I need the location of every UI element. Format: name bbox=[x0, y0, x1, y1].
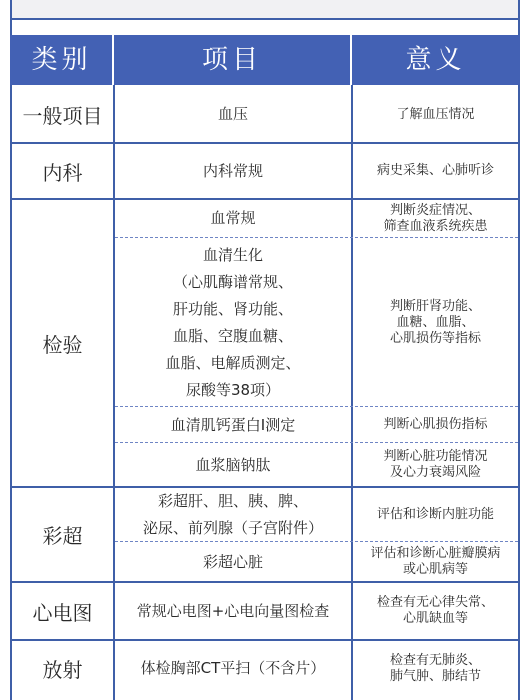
meaning-ecg bbox=[353, 583, 518, 639]
meaning-line: 检查有无心律失常、 bbox=[376, 595, 494, 610]
category-lab: 检验 bbox=[42, 332, 83, 357]
item-chest-ct: 体检胸部CT平扫（不含片） bbox=[140, 659, 326, 677]
sub-row-divider bbox=[115, 237, 518, 238]
item-internal-routine: 内科常规 bbox=[202, 161, 263, 180]
meaning-bnp bbox=[353, 444, 518, 486]
meaning-line: 肺气肿、肺结节 bbox=[389, 668, 481, 684]
item-heart-ultrasound: 彩超心脏 bbox=[202, 552, 263, 571]
item-blood-pressure: 血压 bbox=[217, 105, 248, 123]
meaning-line: 血糖、血脂、 bbox=[396, 314, 475, 330]
meaning-line: 或心肌病等 bbox=[402, 562, 468, 577]
category-general: 一般项目 bbox=[22, 104, 103, 128]
item-blood-routine: 血常规 bbox=[210, 209, 256, 227]
item-line: 彩超肝、胆、胰、脾、 bbox=[157, 491, 308, 510]
header-category: 类别 bbox=[31, 45, 92, 75]
meaning-line: 及心力衰竭风险 bbox=[389, 465, 481, 480]
meaning-troponin: 判断心肌损伤指标 bbox=[383, 417, 488, 432]
header-meaning: 意义 bbox=[405, 45, 466, 75]
item-line: 血脂、电解质测定、 bbox=[165, 353, 301, 372]
item-line: 肝功能、肾功能、 bbox=[172, 299, 293, 318]
meaning-blood-pressure: 了解血压情况 bbox=[396, 106, 475, 122]
meaning-line: 判断心脏功能情况 bbox=[383, 449, 488, 464]
item-serum-biochem bbox=[115, 239, 351, 406]
category-ultrasound: 彩超 bbox=[42, 524, 83, 548]
meaning-line: 判断肝肾功能、 bbox=[389, 298, 481, 314]
meaning-line: 筛查血液系统疾患 bbox=[383, 218, 488, 234]
header-divider bbox=[112, 35, 114, 85]
item-troponin: 血清肌钙蛋白I测定 bbox=[170, 415, 296, 434]
meaning-line: 评估和诊断心脏瓣膜病 bbox=[370, 546, 501, 561]
item-abdomen-ultrasound bbox=[115, 488, 351, 541]
meaning-chest-ct bbox=[353, 641, 518, 696]
meaning-line: 判断炎症情况、 bbox=[389, 202, 481, 218]
category-ecg: 心电图 bbox=[32, 600, 93, 625]
item-ecg: 常规心电图+心电向量图检查 bbox=[136, 601, 330, 620]
meaning-blood-routine bbox=[353, 200, 518, 237]
item-line: 尿酸等38项） bbox=[185, 380, 281, 399]
table-header bbox=[10, 35, 520, 85]
header-divider bbox=[350, 35, 352, 85]
item-line: （心肌酶谱常规、 bbox=[172, 272, 293, 291]
item-bnp: 血浆脑钠肽 bbox=[195, 455, 271, 474]
meaning-abdomen-ultrasound: 评估和诊断内脏功能 bbox=[376, 506, 494, 522]
meaning-internal-routine: 病史采集、心肺听诊 bbox=[376, 163, 494, 178]
meaning-heart-ultrasound bbox=[353, 543, 518, 581]
category-radiology: 放射 bbox=[42, 658, 83, 682]
item-line: 血脂、空腹血糖、 bbox=[172, 326, 293, 345]
meaning-line: 心肌缺血等 bbox=[402, 611, 468, 626]
header-item: 项目 bbox=[201, 45, 262, 75]
meaning-line: 心肌损伤等指标 bbox=[389, 330, 481, 346]
item-line: 血清生化 bbox=[202, 245, 263, 264]
item-line: 泌尿、前列腺（子宫附件） bbox=[142, 518, 323, 537]
category-internal: 内科 bbox=[42, 160, 83, 185]
meaning-line: 检查有无肺炎、 bbox=[389, 652, 481, 668]
sub-row-divider bbox=[115, 406, 518, 407]
meaning-serum-biochem bbox=[353, 239, 518, 406]
sub-row-divider bbox=[115, 442, 518, 443]
